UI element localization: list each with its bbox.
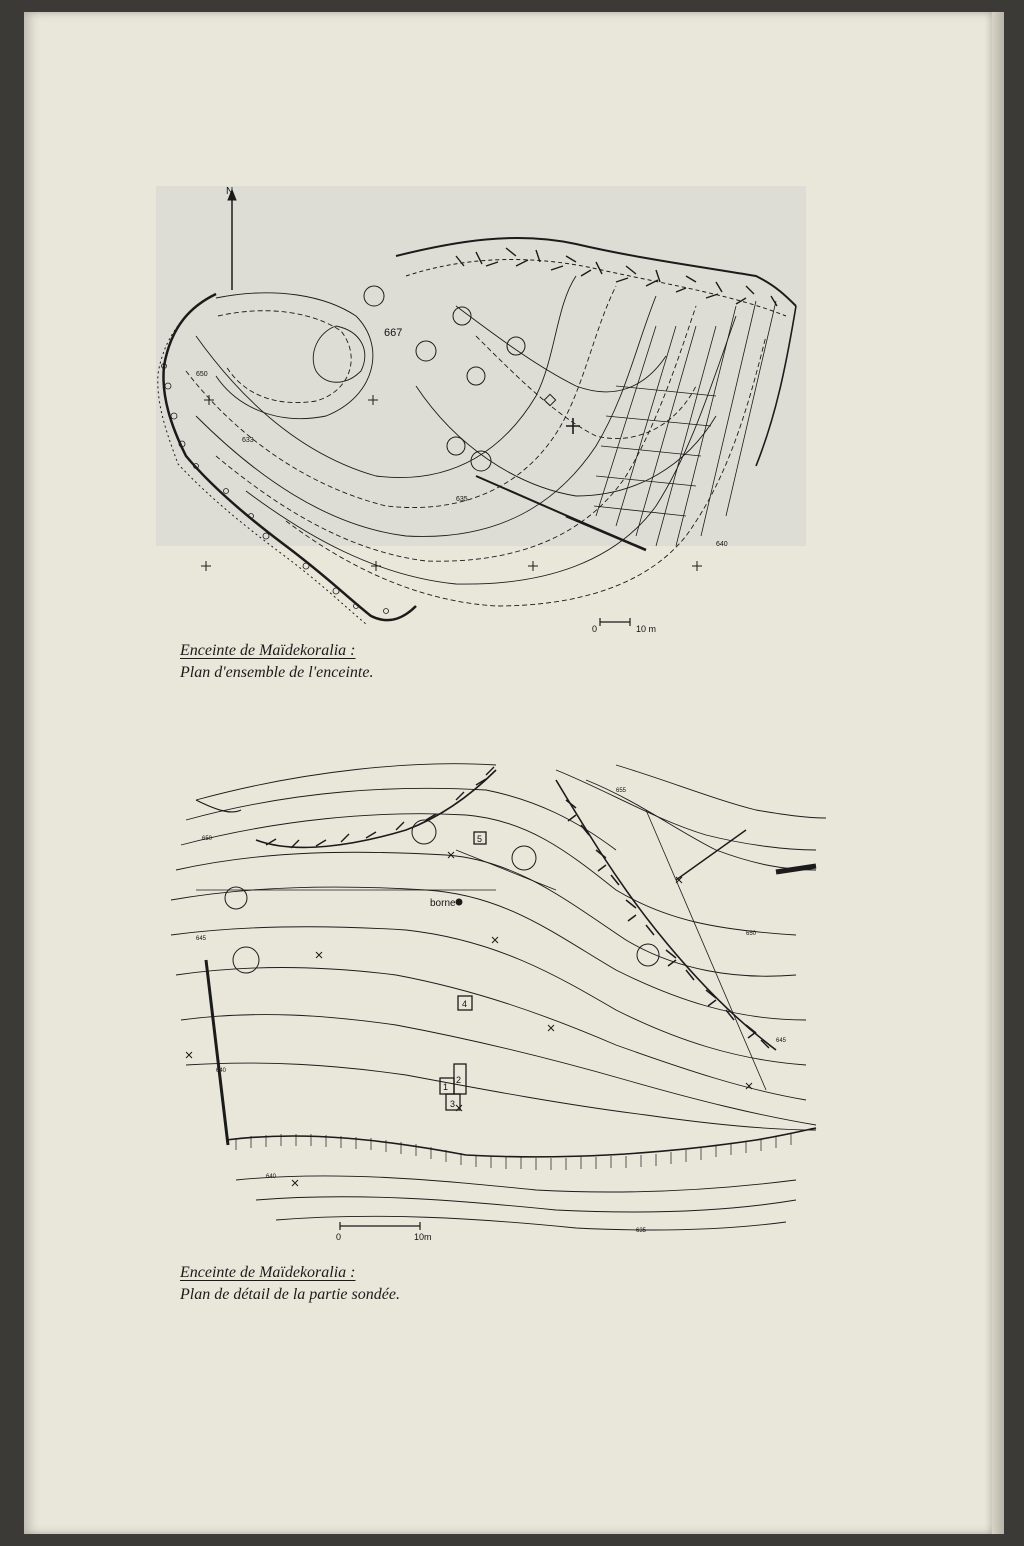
scale-end: 10m — [414, 1232, 432, 1242]
contour-label: 635 — [456, 496, 468, 503]
contour-label: 633 — [242, 437, 254, 444]
borne-label: borne — [430, 898, 456, 909]
rocky-ridge — [396, 238, 796, 306]
trench-label: 5 — [477, 834, 483, 844]
overall-plan-map — [156, 186, 816, 636]
scale-bar — [600, 618, 630, 626]
spot-height-label: 667 — [384, 327, 403, 339]
trench-label: 1 — [443, 1082, 449, 1092]
contour-label: 640 — [716, 541, 728, 548]
page-edge — [992, 12, 1004, 1534]
north-arrow-icon — [228, 190, 236, 290]
scale-start: 0 — [336, 1232, 342, 1242]
figure1-caption — [180, 640, 373, 684]
caption-subtitle: Plan de détail de la partie sondée. — [180, 1286, 400, 1303]
scale-bar — [340, 1222, 420, 1230]
caption-title: Enceinte de Maïdekoralia : — [180, 1264, 356, 1281]
contour-label: 650 — [202, 836, 213, 842]
contour-label: 645 — [776, 1038, 787, 1044]
trench-label: 2 — [456, 1075, 462, 1085]
detail-plan-map — [156, 760, 836, 1250]
tree-icon — [364, 286, 525, 471]
contour-label: 640 — [266, 1174, 277, 1180]
contour-label: 640 — [216, 1068, 227, 1074]
trench-label: 3 — [450, 1099, 456, 1109]
figure2-caption — [180, 1262, 400, 1306]
contour-label: 650 — [196, 371, 208, 378]
scale-end: 10 m — [636, 624, 657, 634]
north-label: N — [226, 186, 234, 197]
caption-title: Enceinte de Maïdekoralia : — [180, 642, 356, 659]
contour-label: 655 — [616, 788, 627, 794]
scale-start: 0 — [592, 624, 598, 634]
contour-label: 645 — [196, 936, 207, 942]
contour-label: 650 — [746, 931, 757, 937]
caption-subtitle: Plan d'ensemble de l'enceinte. — [180, 664, 374, 681]
trench-label: 4 — [462, 999, 468, 1009]
contour-label: 635 — [636, 1228, 647, 1234]
